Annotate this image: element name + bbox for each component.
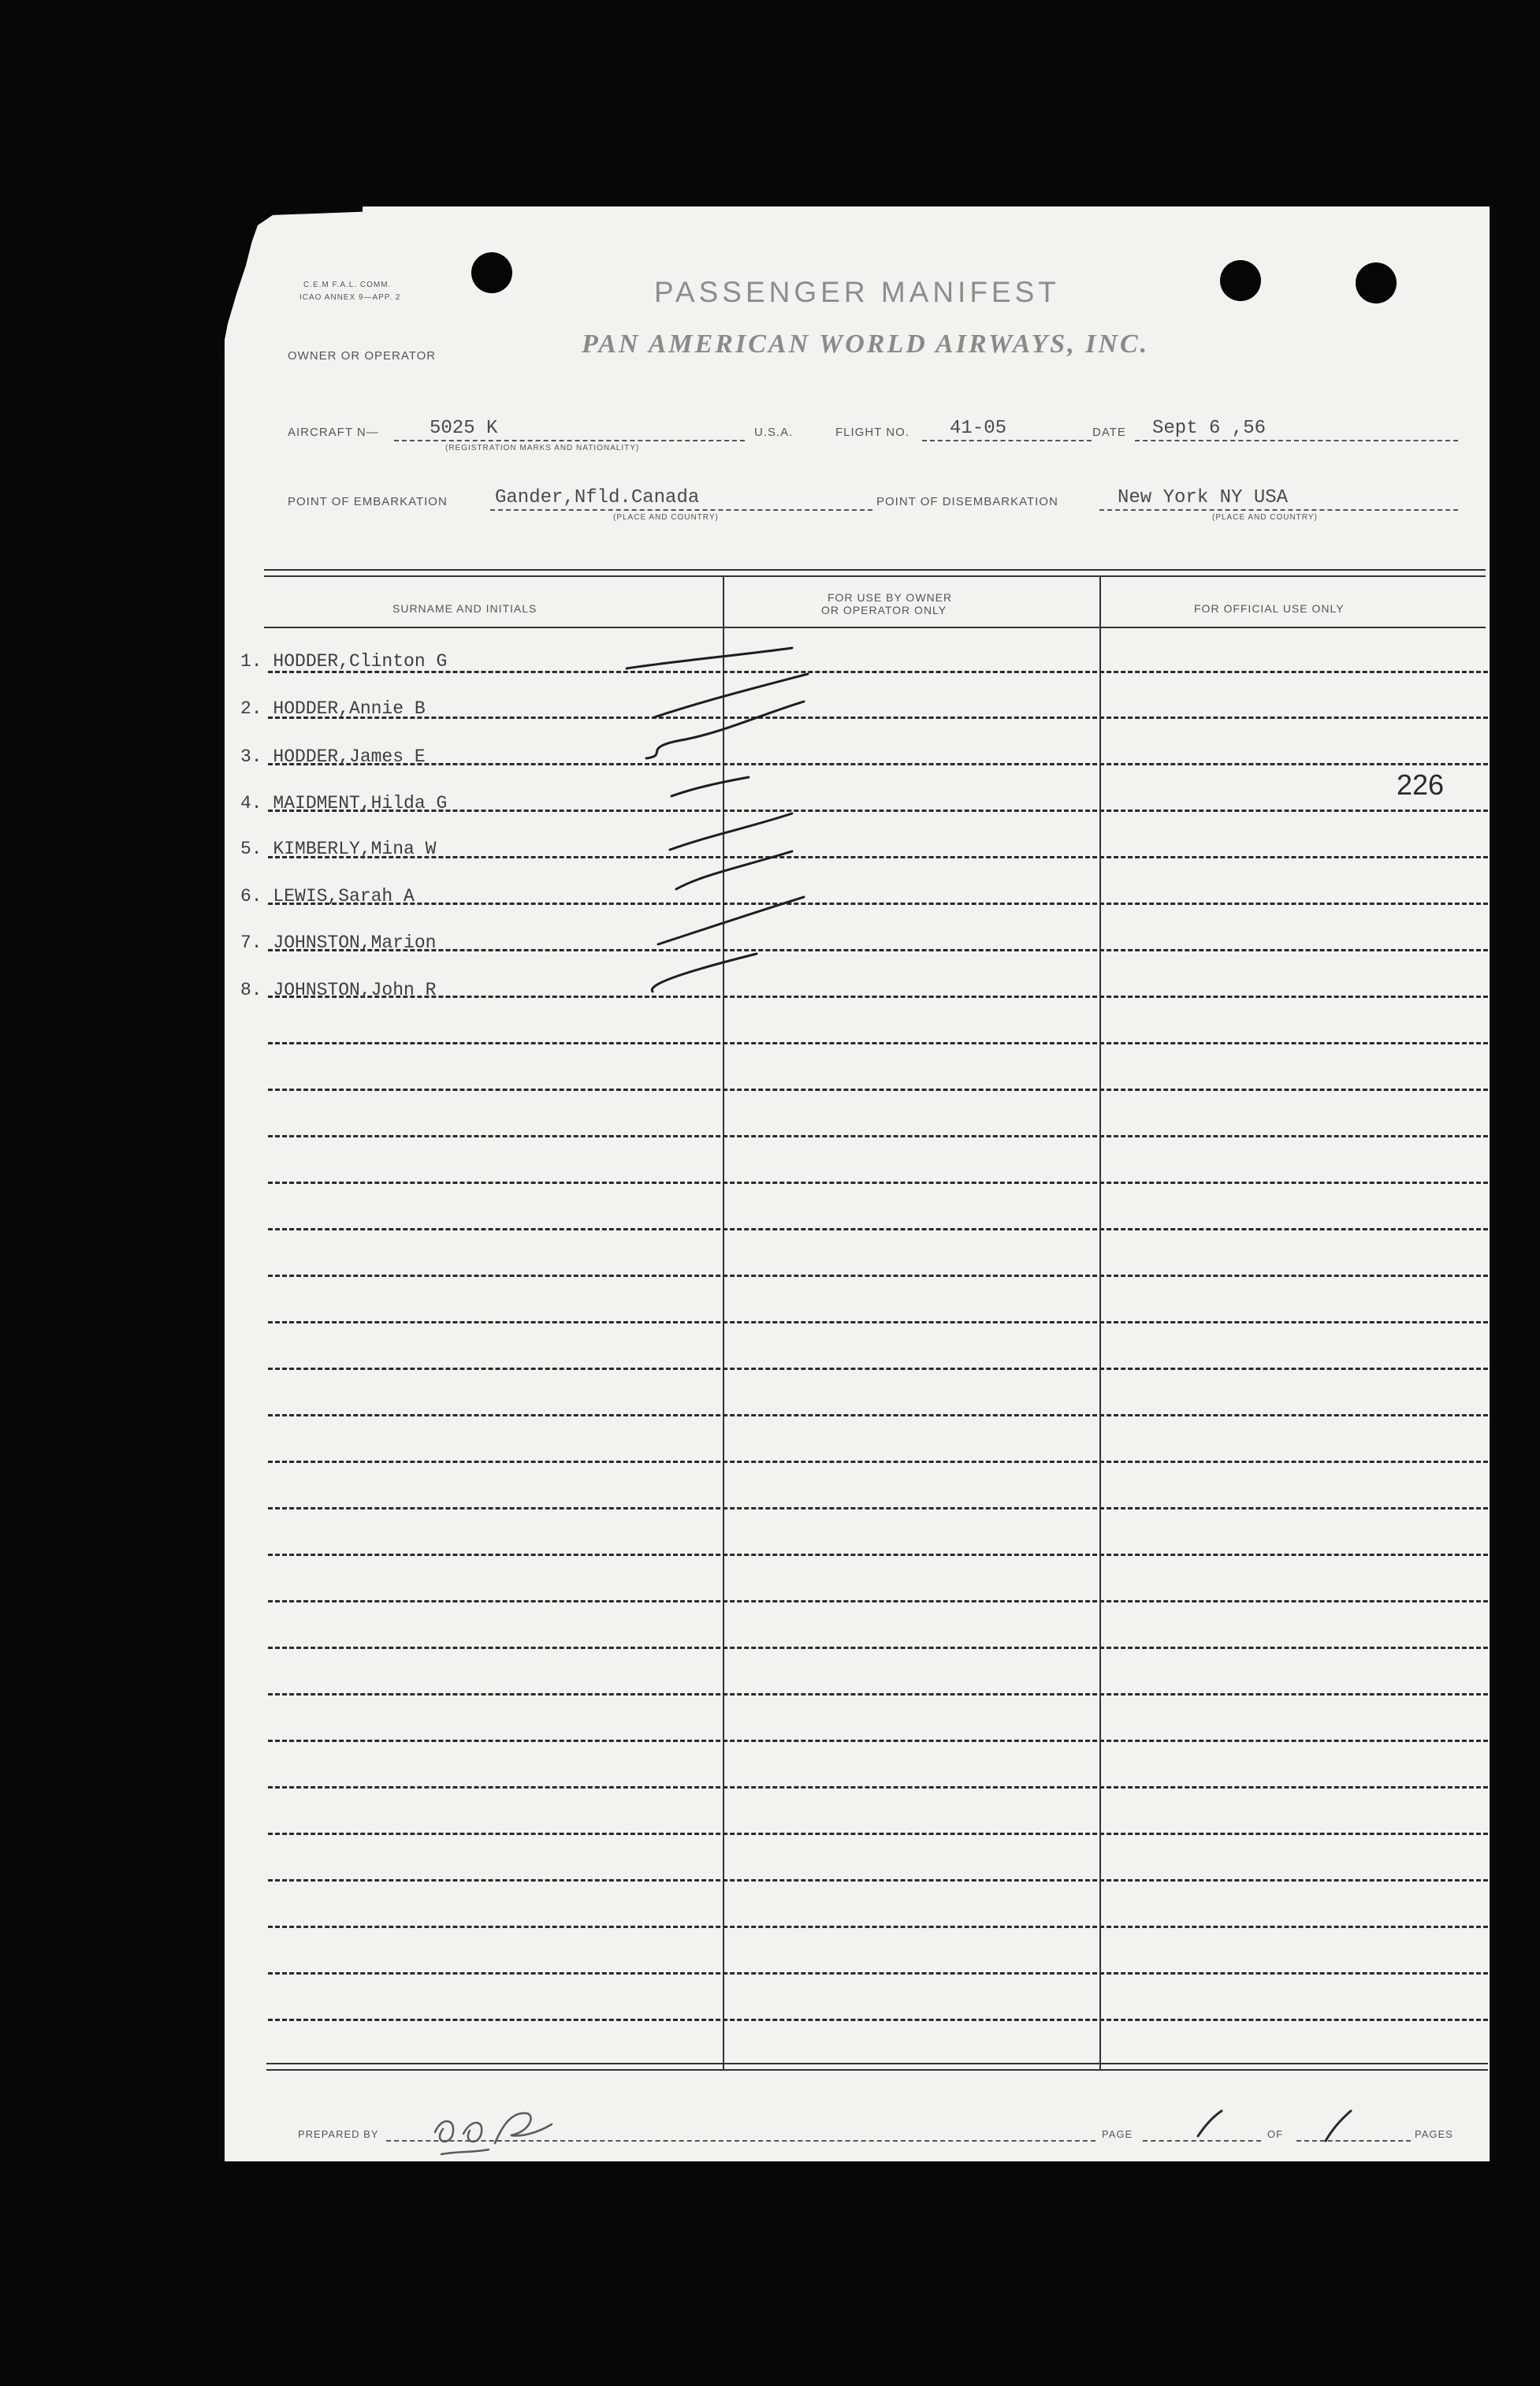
airline-name: PAN AMERICAN WORLD AIRWAYS, INC.: [582, 329, 1150, 359]
table-top-rule-2: [264, 575, 1486, 577]
embarkation-underline: [490, 509, 872, 511]
table-row-line: [268, 1228, 1488, 1230]
disembarkation-value: New York NY USA: [1118, 487, 1289, 508]
table-row-line: [268, 1182, 1488, 1184]
aircraft-underline: [394, 440, 745, 441]
table-row-line: [268, 717, 1488, 719]
punch-hole-right: [1356, 262, 1397, 303]
table-row-line: [268, 856, 1488, 858]
table-bottom-rule-2: [266, 2069, 1488, 2071]
table-row-line: [268, 1740, 1488, 1742]
table-row-line: [268, 763, 1488, 765]
date-label: DATE: [1092, 426, 1126, 439]
punch-hole-left: [471, 252, 512, 293]
table-row-line: [268, 1554, 1488, 1556]
passenger-name: 6. LEWIS,Sarah A: [240, 886, 415, 906]
passenger-name: 2. HODDER,Annie B: [240, 698, 426, 719]
passenger-name: 7. JOHNSTON,Marion: [240, 932, 437, 953]
date-underline: [1135, 440, 1458, 441]
aircraft-label: AIRCRAFT N—: [288, 426, 379, 439]
table-row-line: [268, 1368, 1488, 1370]
usa-label: U.S.A.: [754, 426, 794, 439]
table-row-line: [268, 1275, 1488, 1277]
table-row-line: [268, 1089, 1488, 1091]
preparer-initials-signature: [426, 2101, 567, 2160]
table-top-rule-1: [264, 569, 1486, 571]
total-pages-handwritten: [1316, 2106, 1363, 2146]
pages-label: PAGES: [1415, 2128, 1453, 2140]
table-row-line: [268, 1972, 1488, 1975]
table-row-line: [268, 810, 1488, 812]
table-row-line: [268, 1786, 1488, 1789]
table-bottom-rule-1: [266, 2063, 1488, 2064]
page-title: PASSENGER MANIFEST: [654, 276, 1060, 308]
prepared-by-label: PREPARED BY: [298, 2128, 379, 2140]
handwritten-check-marks: [615, 638, 851, 1009]
flight-no-value: 41-05: [950, 418, 1007, 439]
official-number: 226: [1397, 769, 1445, 801]
embarkation-value: Gander,Nfld.Canada: [495, 487, 700, 508]
table-row-line: [268, 1833, 1488, 1835]
column-header-owner-line2: OR OPERATOR ONLY: [821, 604, 947, 616]
flight-no-label: FLIGHT NO.: [835, 426, 909, 439]
form-code-line1: C.E.M F.A.L. COMM.: [303, 281, 392, 289]
passenger-name: 1. HODDER,Clinton G: [240, 651, 448, 672]
passenger-name: 5. KIMBERLY,Mina W: [240, 839, 437, 859]
page-label: PAGE: [1102, 2128, 1133, 2140]
aircraft-value: 5025 K: [430, 418, 498, 439]
disembarkation-underline: [1099, 509, 1458, 511]
embarkation-caption: (PLACE AND COUNTRY): [613, 513, 719, 522]
table-row-line: [268, 1879, 1488, 1882]
table-header-rule: [264, 627, 1486, 628]
column-header-owner-line1: FOR USE BY OWNER: [828, 591, 953, 604]
table-row-line: [268, 1600, 1488, 1602]
form-code-line2: ICAO ANNEX 9—APP. 2: [299, 293, 401, 302]
page-number-handwritten: [1190, 2105, 1237, 2144]
table-row-line: [268, 1926, 1488, 1928]
table-row-line: [268, 1321, 1488, 1323]
table-row-line: [268, 671, 1488, 673]
table-row-line: [268, 1414, 1488, 1416]
flight-no-underline: [922, 440, 1092, 441]
of-label: OF: [1267, 2128, 1284, 2140]
table-row-line: [268, 1693, 1488, 1696]
table-row-line: [268, 1461, 1488, 1463]
disembarkation-label: POINT OF DISEMBARKATION: [876, 495, 1058, 508]
punch-hole-middle: [1220, 260, 1261, 301]
passenger-name: 8. JOHNSTON,John R: [240, 980, 437, 1000]
table-row-line: [268, 2019, 1488, 2021]
table-row-line: [268, 996, 1488, 998]
column-header-surname: SURNAME AND INITIALS: [392, 602, 538, 615]
table-row-line: [268, 1042, 1488, 1044]
passenger-name: 3. HODDER,James E: [240, 746, 426, 767]
registration-caption: (REGISTRATION MARKS AND NATIONALITY): [445, 444, 640, 452]
passenger-name: 4. MAIDMENT,Hilda G: [240, 793, 448, 813]
column-header-official: FOR OFFICIAL USE ONLY: [1194, 602, 1345, 615]
embarkation-label: POINT OF EMBARKATION: [288, 495, 448, 508]
table-row-line: [268, 1135, 1488, 1137]
table-row-line: [268, 949, 1488, 951]
disembarkation-caption: (PLACE AND COUNTRY): [1212, 513, 1318, 522]
table-row-line: [268, 1647, 1488, 1649]
table-row-line: [268, 903, 1488, 905]
owner-operator-label: OWNER OR OPERATOR: [288, 349, 437, 363]
table-row-line: [268, 1507, 1488, 1509]
date-value: Sept 6 ,56: [1152, 418, 1267, 439]
